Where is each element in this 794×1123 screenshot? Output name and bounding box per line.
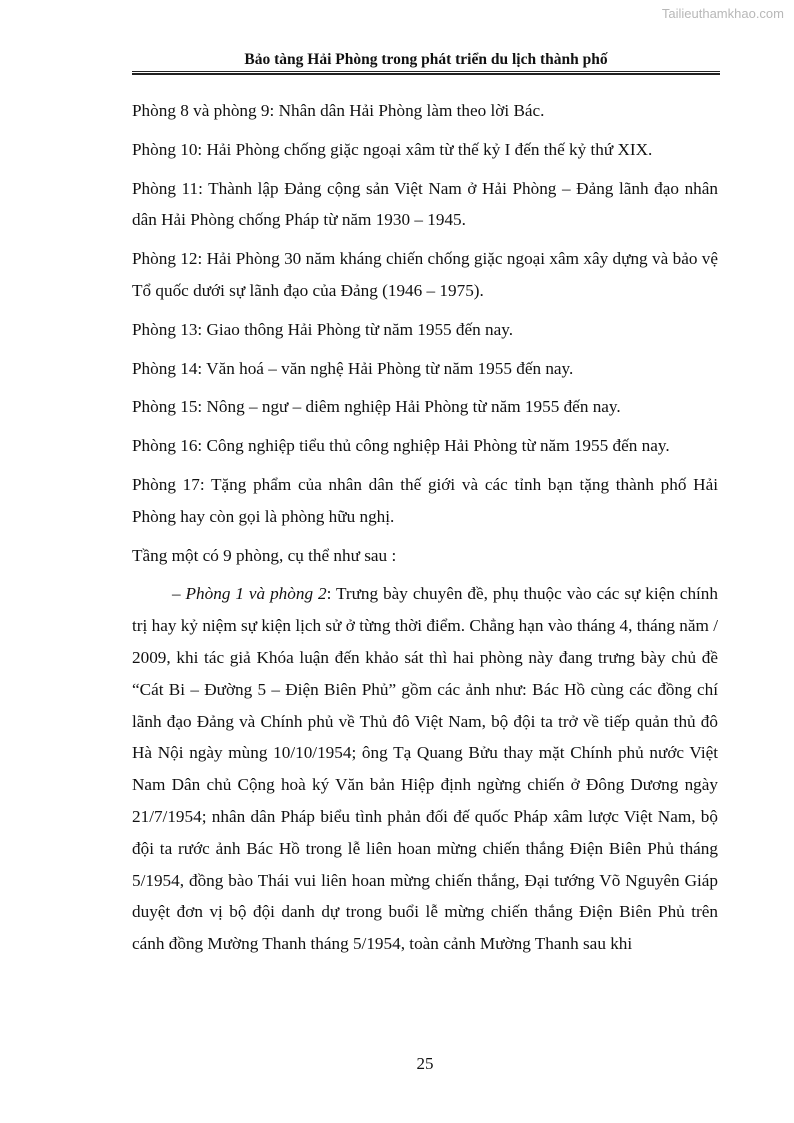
page-number: 25 — [416, 1054, 434, 1073]
room-paragraph: Phòng 13: Giao thông Hải Phòng từ năm 1955 đến nay. — [132, 319, 514, 339]
room-paragraph: Phòng 12: Hải Phòng 30 năm kháng chiến chống giặc ngoại xâm xây dựng và bảo vệ Tổ quốc dưới sự lãnh đạo của Đảng (1946 – 1975). — [132, 249, 718, 300]
room-paragraph: Phòng 14: Văn hoá – văn nghệ Hải Phòng từ năm 1955 đến nay. — [132, 358, 574, 378]
watermark: Tailieuthamkhao.com — [661, 6, 784, 21]
header-divider — [132, 71, 720, 75]
room-paragraph: Phòng 10: Hải Phòng chống giặc ngoại xâm từ thế kỷ I đến thế kỷ thứ XIX. — [132, 139, 653, 159]
room-paragraph: Phòng 15: Nông – ngư – diêm nghiệp Hải Phòng từ năm 1955 đến nay. — [132, 397, 621, 417]
room-paragraph: Phòng 17: Tặng phẩm của nhân dân thế giới và các tỉnh bạn tặng thành phố Hải Phòng hay còn gọi là phòng hữu nghị. — [132, 474, 718, 526]
room-paragraph: Phòng 16: Công nghiệp tiểu thủ công nghiệp Hải Phòng từ năm 1955 đến nay. — [132, 436, 670, 456]
item-dash: – — [172, 584, 186, 604]
room-1-2-description — [132, 578, 718, 960]
item-title: Phòng 1 và phòng 2 — [185, 584, 327, 604]
document-body — [132, 95, 718, 967]
room-paragraph: Phòng 11: Thành lập Đảng cộng sản Việt Nam ở Hải Phòng – Đảng lãnh đạo nhân dân Hải Phòng chống Pháp từ năm 1930 – 1945. — [132, 178, 718, 230]
floor-one-intro: Tầng một có 9 phòng, cụ thể như sau : — [132, 545, 397, 565]
running-header: Bảo tàng Hải Phòng trong phát triển du lịch thành phố — [244, 51, 608, 68]
item-text: : Trưng bày chuyên đề, phụ thuộc vào các sự kiện chính trị hay kỷ niệm sự kiện lịch sử ở từng thời điểm. Chẳng hạn vào tháng 4, tháng năm / 2009, khi tác giả Khóa luận đến khảo sát thì hai phòng này đang trưng bày chủ đề “Cát Bi – Đường 5 – Điện Biên Phủ” gồm các ảnh như: Bác Hồ cùng các đồng chí lãnh đạo Đảng và Chính phủ về Thủ đô Việt Nam, bộ đội ta trở về tiếp quản thủ đô Hà Nội ngày mùng 10/10/1954; ông Tạ Quang Bửu thay mặt Chính phủ nước Việt Nam Dân chủ Cộng hoà ký Văn bản Hiệp định ngừng chiến ở Đông Dương ngày 21/7/1954; nhân dân Pháp biểu tình phản đối đế quốc Pháp xâm lược Việt Nam, bộ đội ta rước ảnh Bác Hồ trong lễ liên hoan mừng chiến thắng Điện Biên Phủ tháng 5/1954, đồng bào Thái vui liên hoan mừng chiến thắng, Đại tướng Võ Nguyên Giáp duyệt đơn vị bộ đội danh dự trong buổi lễ mừng chiến thắng Điện Biên Phủ trên cánh đồng Mường Thanh tháng 5/1954, toàn cảnh Mường Thanh sau khi — [132, 584, 718, 954]
room-paragraph: Phòng 8 và phòng 9: Nhân dân Hải Phòng làm theo lời Bác. — [132, 101, 545, 120]
